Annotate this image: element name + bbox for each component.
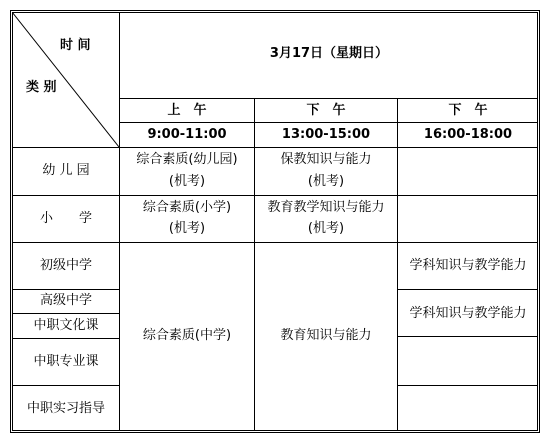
- category-vocational-major: 中职专业课: [33, 354, 99, 369]
- grid-hline-row6: [12, 385, 119, 386]
- session-afternoon2-time: 16:00-18:00: [423, 127, 513, 142]
- header-time-label: 时 间: [60, 38, 91, 53]
- grid-hline-row3-right: [397, 289, 538, 290]
- grid-hline-row3: [12, 289, 119, 290]
- kindergarten-morning-mode: (机考): [168, 174, 206, 189]
- grid-hline-date: [119, 98, 538, 99]
- grid-hline-row6-right: [397, 385, 538, 386]
- senior-afternoon2-subject: 学科知识与教学能力: [409, 306, 527, 321]
- grid-hline-row4-right: [397, 336, 538, 337]
- session-afternoon1-period: 下 午: [306, 103, 346, 118]
- grid-hline-header: [12, 147, 538, 148]
- grid-hline-row1: [12, 195, 538, 196]
- session-afternoon2-period: 下 午: [448, 103, 488, 118]
- category-kindergarten: 幼 儿 园: [42, 163, 90, 178]
- kindergarten-morning-subject: 综合素质(幼儿园): [136, 152, 238, 167]
- session-morning-time: 9:00-11:00: [147, 127, 227, 142]
- category-vocational-practice: 中职实习指导: [26, 401, 105, 416]
- header-category-label: 类 别: [26, 80, 57, 95]
- middle-afternoon-subject: 教育知识与能力: [280, 328, 372, 343]
- category-vocational-culture: 中职文化课: [33, 318, 99, 333]
- primary-morning-subject: 综合素质(小学): [142, 200, 232, 215]
- category-primary: 小 学: [39, 211, 92, 226]
- category-senior-high: 高级中学: [39, 293, 92, 308]
- kindergarten-afternoon-subject: 保教知识与能力: [280, 152, 372, 167]
- middle-morning-subject: 综合素质(中学): [142, 328, 232, 343]
- session-morning-period: 上 午: [167, 103, 207, 118]
- primary-afternoon-subject: 教育教学知识与能力: [267, 200, 385, 215]
- category-junior-middle: 初级中学: [39, 258, 92, 273]
- header-date: 3月17日（星期日）: [269, 46, 389, 61]
- primary-morning-mode: (机考): [168, 221, 206, 236]
- junior-afternoon2-subject: 学科知识与教学能力: [409, 258, 527, 273]
- grid-hline-row4: [12, 313, 119, 314]
- primary-afternoon-mode: (机考): [307, 221, 345, 236]
- kindergarten-afternoon-mode: (机考): [307, 174, 345, 189]
- grid-hline-row2: [12, 242, 538, 243]
- grid-hline-period: [119, 122, 538, 123]
- grid-hline-row5: [12, 338, 119, 339]
- session-afternoon1-time: 13:00-15:00: [281, 127, 371, 142]
